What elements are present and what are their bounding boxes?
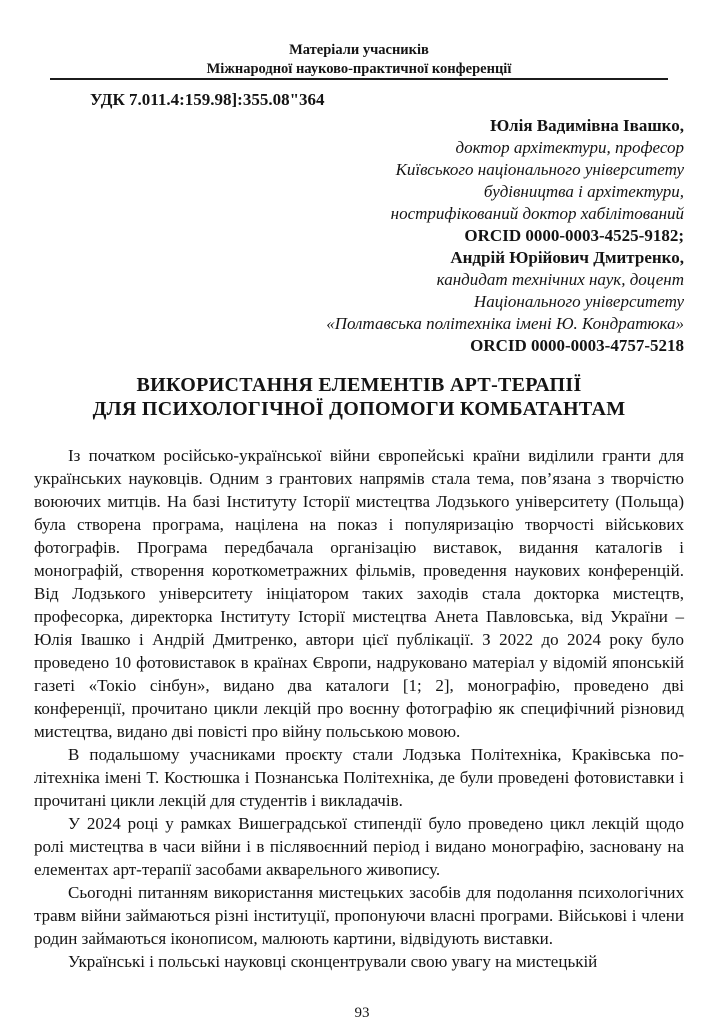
body-paragraph: Українські і польські науковці сконцентрували свою увагу на мистецькій <box>68 952 598 971</box>
conference-header-line1: Матеріали учасників <box>289 42 429 58</box>
author-affiliation-line: Київського національного університету <box>395 160 684 179</box>
conference-header <box>34 41 684 78</box>
article-title-line2: ДЛЯ ПСИХОЛОГІЧНОЇ ДОПОМОГИ КОМБАТАНТАМ <box>92 397 626 420</box>
author-name: Юлія Вадимівна Івашко, <box>490 116 684 135</box>
conference-header-line2: Міжнародної науково-практичної конференції <box>206 60 512 77</box>
author-affiliation-line: «Полтавська політехніка імені Ю. Кондратюка» <box>326 314 684 333</box>
author-name: Андрій Юрійович Дмитренко, <box>450 248 684 267</box>
author-affiliation-line: доктор архітектури, професор <box>455 138 684 157</box>
author-affiliation-line: будівництва і архітектури, <box>483 182 684 201</box>
header-divider <box>50 78 668 80</box>
author-affiliation-line: Національного університету <box>473 292 684 311</box>
page-content <box>0 41 724 1024</box>
article-title-line1: ВИКОРИСТАННЯ ЕЛЕМЕНТІВ АРТ-ТЕРАПІЇ <box>136 374 582 396</box>
body-paragraph: У 2024 році у рамках Вишеградської стипендії було проведено цикл лекцій щодо ролі мистецтва в часи війни і в післявоєнний період і видано монографію, засновану на елементах арт-терапії засобами акварельного живопису. <box>34 814 684 879</box>
article-body <box>34 444 684 973</box>
page-number: 93 <box>354 1005 370 1021</box>
udc-code: УДК 7.011.4:159.98]:355.08"364 <box>90 90 325 109</box>
body-paragraph: Із початком російсько-української війни європейські країни виділили гранти для українських науковців. Одним з грантових напрямів стала тема, пов’язана з творчістю воюючих митців. На базі Інституту Історії мистецтва Лодзького університету (Польща) була створена програма, націлена на показ і популяризацію творчості військових фотографів. Програма передбачала організацію виставок, видання каталогів і монографій, створення короткометражних фільмів, проведення наукових конференцій. Від Лодзького університету ініціатором таких заходів стала докторка мистецтв, професорка, директорка Інституту Історії мистецтва Анета Павловська, від України – Юлія Івашко і Андрій Дмитренко, автори цієї публікації. З 2022 до 2024 року було проведено 10 фотовиставок в країнах Європи, надруковано матеріал у відомій японській газеті «Токіо сінбун», видано два каталоги [1; 2], монографію, проведено дві конференції, прочитано цикли лекцій про воєнну фотографію як специфічний різновид мистецтва, видано дві повісті про війну польською мовою. <box>34 446 684 741</box>
body-paragraph: Сьогодні питанням використання мистецьких засобів для подолання психологічних травм війни займаються різні інституції, пропонуючи власні програми. Військові і члени родин займаються іконописом, малюють картини, відвідують виставки. <box>34 883 684 948</box>
body-paragraph: В подальшому учасниками проєкту стали Лодзька Політехніка, Краківська політехніка імені Т. Костюшка і Познанська Політехніка, де були проведені фотовиставки і прочитані цикли лекцій для студентів і викладачів. <box>34 745 684 810</box>
author-affiliation-line: нострифікований доктор хабілітований <box>390 204 684 223</box>
author-affiliation-line: кандидат технічних наук, доцент <box>436 270 684 289</box>
article-title <box>34 374 684 421</box>
authors-block <box>34 115 684 357</box>
author-orcid: ORCID 0000-0003-4525-9182; <box>464 226 684 245</box>
author-orcid: ORCID 0000-0003-4757-5218 <box>470 336 684 355</box>
